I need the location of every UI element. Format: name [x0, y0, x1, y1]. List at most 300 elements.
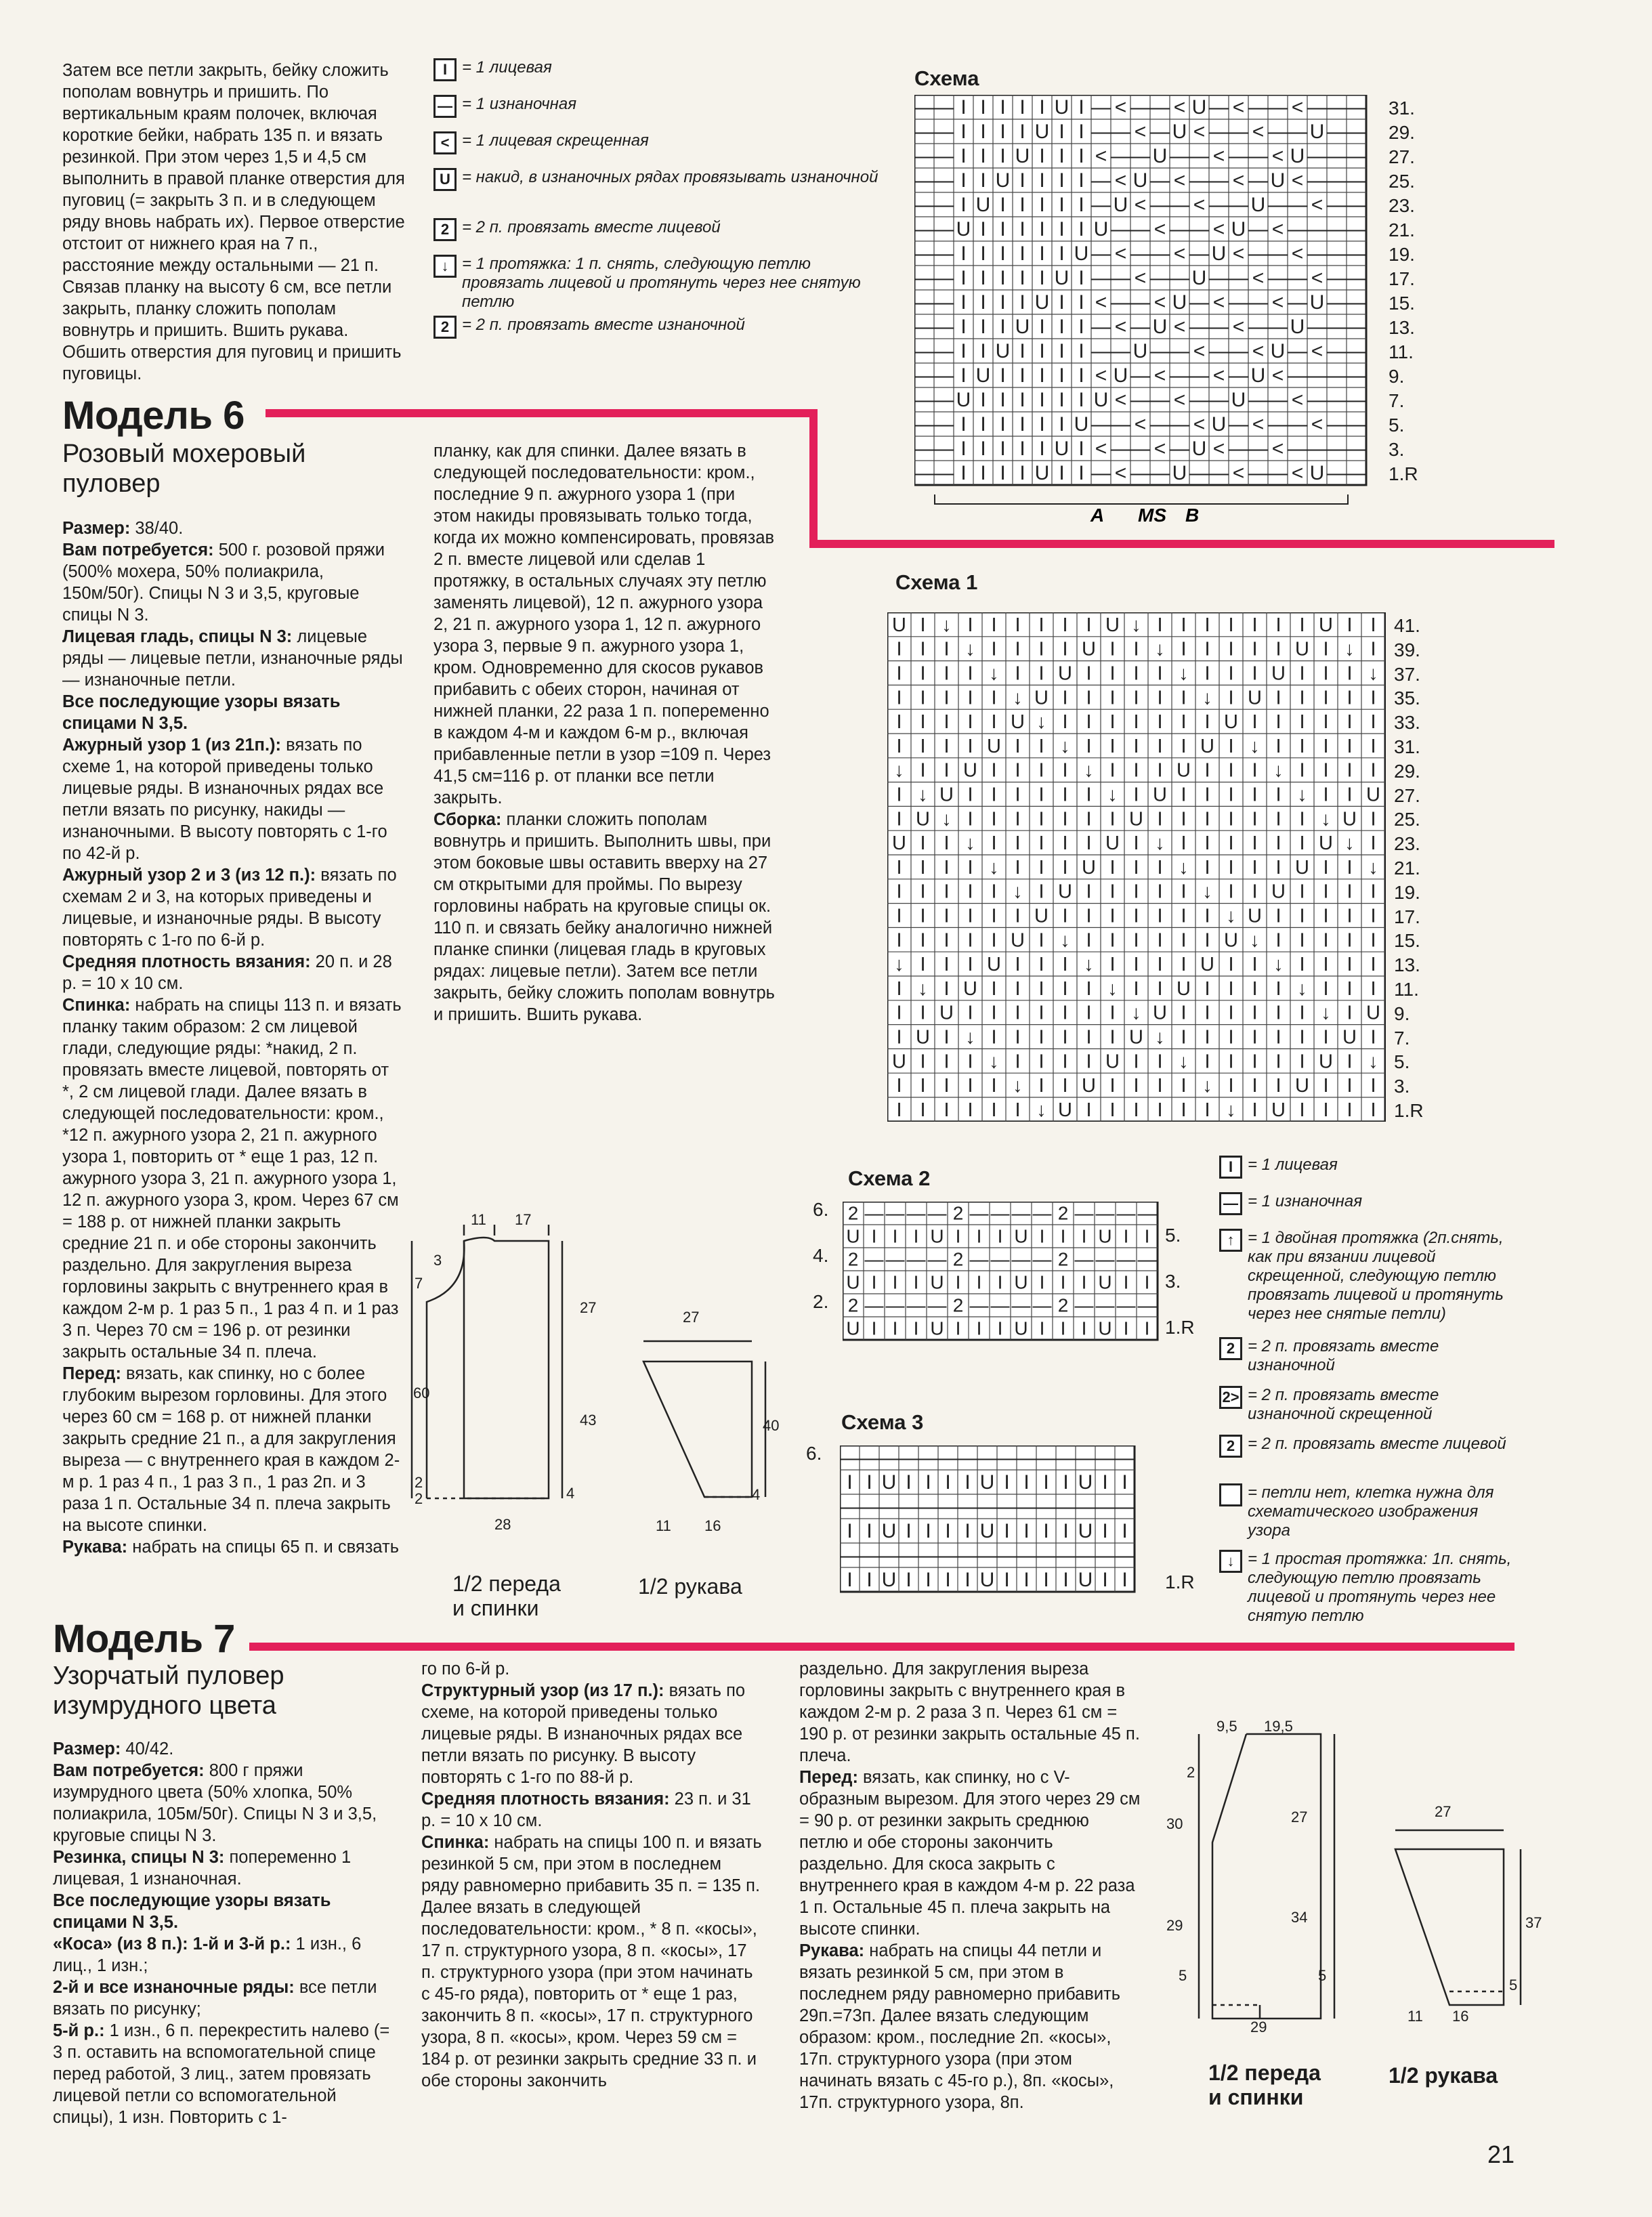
stitch-cell: U: [1191, 96, 1207, 119]
stitch-cell: I: [1157, 808, 1163, 830]
stitch-cell: I: [1062, 977, 1068, 1000]
paragraph: [62, 951, 404, 994]
stitch-cell: I: [1000, 389, 1006, 412]
stitch-cell: ↓: [1297, 977, 1307, 1000]
dim-label: 27: [683, 1309, 700, 1326]
legend-text: = 2 п. провязать вместе изнаночной: [462, 316, 745, 334]
stitch-cell: —: [885, 1294, 905, 1316]
stitch-cell: I: [871, 1271, 877, 1293]
stitch-cell: <: [1193, 413, 1206, 436]
stitch-cell: I: [1347, 856, 1353, 879]
stitch-cell: I: [1252, 1099, 1258, 1121]
paragraph-text: 38/40.: [130, 519, 184, 538]
stitch-cell: —: [1036, 1496, 1057, 1519]
stitch-cell: —: [1307, 169, 1328, 192]
stitch-cell: I: [1109, 856, 1116, 879]
stitch-cell: I: [997, 1317, 1003, 1339]
schema1-grid: [887, 612, 1386, 1122]
stitch-cell: —: [1267, 121, 1288, 144]
stitch-cell: I: [1063, 1471, 1069, 1494]
stitch-cell: —: [1149, 389, 1170, 412]
stitch-cell: —: [977, 1447, 998, 1470]
stitch-cell: —: [1169, 340, 1190, 363]
stitch-cell: —: [1110, 413, 1131, 436]
stitch-cell: 2: [952, 1202, 964, 1224]
stitch-cell: I: [1133, 1099, 1139, 1121]
stitch-cell: I: [1181, 808, 1187, 830]
stitch-cell: I: [1000, 438, 1006, 461]
stitch-cell: U: [1295, 1075, 1309, 1097]
stitch-cell: I: [1000, 194, 1006, 217]
stitch-cell: I: [1157, 614, 1163, 636]
stitch-cell: I: [1078, 121, 1084, 144]
stitch-cell: —: [1228, 145, 1249, 168]
stitch-cell: U: [995, 340, 1011, 363]
stitch-cell: I: [1038, 832, 1044, 855]
stitch-cell: <: [1232, 316, 1245, 339]
stitch-cell: I: [1204, 977, 1210, 1000]
stitch-cell: ↓: [989, 1051, 999, 1073]
stitch-cell: —: [1130, 242, 1151, 266]
stitch-cell: —: [859, 1447, 880, 1470]
stitch-cell: <: [1193, 340, 1206, 363]
stitch-cell: —: [996, 1544, 1017, 1567]
legend-top-row-0: [433, 58, 552, 81]
stitch-cell: I: [1062, 638, 1068, 660]
dim-label: 17: [515, 1211, 532, 1228]
stitch-cell: I: [1323, 1099, 1329, 1121]
stitch-cell: —: [1287, 291, 1308, 314]
stitch-cell: U: [1082, 1075, 1096, 1097]
legend-bottom-row-2: [1219, 1229, 1524, 1324]
stitch-cell: I: [1038, 977, 1044, 1000]
stitch-cell: —: [1248, 462, 1269, 485]
stitch-cell: I: [1015, 856, 1021, 879]
paragraph: [799, 1767, 1141, 1940]
stitch-cell: I: [967, 881, 973, 903]
paragraph-heading: Резинка, спицы N 3:: [53, 1848, 225, 1867]
paragraph: [53, 1760, 395, 1846]
stitch-cell: <: [1095, 364, 1107, 387]
stitch-cell: I: [1299, 614, 1305, 636]
stitch-cell: <: [1114, 96, 1127, 119]
stitch-cell: —: [1189, 462, 1210, 485]
stitch-cell: I: [991, 832, 997, 855]
stitch-cell: I: [1086, 784, 1092, 806]
legend-text: = 1 лицевая: [1248, 1156, 1338, 1174]
stitch-cell: U: [1366, 784, 1380, 806]
stitch-cell: —: [1208, 267, 1229, 290]
stitch-cell: <: [1232, 242, 1245, 266]
stitch-cell: I: [1038, 1051, 1044, 1073]
stitch-cell: I: [1323, 735, 1329, 757]
stitch-cell: I: [1370, 832, 1376, 855]
stitch-cell: I: [1323, 954, 1329, 976]
stitch-cell: —: [933, 145, 954, 168]
stitch-cell: —: [1346, 267, 1367, 290]
stitch-cell: I: [944, 832, 950, 855]
row-number: 9.: [1394, 1002, 1410, 1024]
stitch-cell: I: [1275, 1002, 1282, 1024]
stitch-cell: I: [967, 687, 973, 709]
stitch-cell: I: [1000, 291, 1006, 314]
stitch-cell: U: [1152, 145, 1168, 168]
stitch-cell: I: [960, 267, 967, 290]
stitch-cell: I: [967, 1075, 973, 1097]
stitch-cell: I: [991, 808, 997, 830]
stitch-cell: <: [1193, 194, 1206, 217]
stitch-cell: I: [1323, 711, 1329, 734]
stitch-cell: I: [1109, 687, 1116, 709]
stitch-cell: I: [1204, 784, 1210, 806]
stitch-cell: —: [906, 1248, 926, 1270]
paragraph: [62, 626, 404, 691]
stitch-cell: I: [920, 687, 926, 709]
stitch-cell: ↓: [1250, 735, 1260, 757]
legend-bottom-row-0: [1219, 1156, 1524, 1179]
stitch-cell: I: [1038, 929, 1044, 952]
stitch-cell: I: [1038, 638, 1044, 660]
stitch-cell: I: [960, 121, 967, 144]
stitch-cell: —: [1090, 462, 1111, 485]
stitch-cell: U: [1211, 242, 1227, 266]
stitch-cell: <: [1271, 438, 1284, 461]
stitch-cell: I: [1299, 711, 1305, 734]
legend-top-row-4: [433, 218, 721, 241]
stitch-cell: I: [1323, 784, 1329, 806]
stitch-cell: I: [1370, 881, 1376, 903]
stitch-cell: I: [1039, 267, 1045, 290]
stitch-cell: I: [920, 832, 926, 855]
stitch-cell: 2: [1057, 1294, 1069, 1316]
stitch-cell: U: [1319, 1051, 1333, 1073]
stitch-cell: U: [1058, 1099, 1072, 1121]
stitch-cell: I: [1323, 638, 1329, 660]
stitch-symbol-icon: ↑: [1219, 1229, 1242, 1252]
stitch-cell: —: [933, 218, 954, 241]
stitch-cell: <: [1311, 340, 1323, 363]
stitch-cell: ↓: [1179, 856, 1189, 879]
stitch-cell: I: [1019, 413, 1025, 436]
stitch-cell: I: [1181, 638, 1187, 660]
stitch-cell: I: [1157, 662, 1163, 685]
yarn-over-icon: U: [433, 168, 457, 191]
stitch-cell: I: [1038, 735, 1044, 757]
stitch-cell: I: [1228, 856, 1234, 879]
paragraph-text: 500 г. розовой пряжи (500% мохера, 50% полиакрила, 150м/50г). Спицы N 3 и 3,5, круговые спицы N 3.: [62, 541, 385, 625]
stitch-cell: —: [1248, 169, 1269, 192]
slip-stitch-arrow-icon: ↓: [433, 255, 457, 278]
stitch-cell: I: [980, 340, 986, 363]
stitch-cell: I: [980, 438, 986, 461]
stitch-cell: 2: [847, 1202, 859, 1224]
stitch-cell: <: [1153, 291, 1166, 314]
stitch-cell: <: [1114, 316, 1127, 339]
stitch-cell: I: [991, 711, 997, 734]
stitch-cell: —: [1267, 267, 1288, 290]
stitch-cell: I: [847, 1520, 853, 1543]
paragraph: [421, 1658, 763, 1680]
stitch-cell: —: [898, 1544, 919, 1567]
stitch-cell: I: [1043, 1471, 1049, 1494]
stitch-cell: I: [1370, 929, 1376, 952]
stitch-cell: U: [1074, 242, 1089, 266]
stitch-cell: —: [1149, 340, 1170, 363]
stitch-cell: U: [1290, 145, 1305, 168]
stitch-cell: I: [1204, 1099, 1210, 1121]
stitch-cell: I: [960, 462, 967, 485]
stitch-cell: I: [991, 1002, 997, 1024]
stitch-cell: I: [1299, 832, 1305, 855]
stitch-cell: I: [1015, 954, 1021, 976]
stitch-cell: —: [914, 462, 935, 485]
paragraph-heading: Рукава:: [62, 1538, 128, 1557]
paragraph-heading: «Коса» (из 8 п.): 1-й и 3-й р.:: [53, 1935, 291, 1954]
stitch-cell: —: [918, 1544, 939, 1567]
stitch-cell: —: [1208, 169, 1229, 192]
stitch-cell: U: [1054, 96, 1069, 119]
legend-top-row-6: [433, 316, 745, 339]
stitch-cell: I: [1122, 1520, 1128, 1543]
stitch-cell: I: [1204, 1002, 1210, 1024]
stitch-cell: <: [1212, 438, 1225, 461]
stitch-cell: <: [1252, 121, 1265, 144]
stitch-cell: I: [960, 194, 967, 217]
paragraph-text: вязать по схемам 2 и 3, на которых приведены и лицевые, и изнаночные ряды. В высоту повторять с 1-го по 6-й р.: [62, 866, 397, 950]
stitch-cell: I: [976, 1225, 982, 1247]
stitch-cell: <: [1271, 291, 1284, 314]
stitch-cell: U: [1034, 687, 1049, 709]
stitch-cell: I: [1181, 832, 1187, 855]
bracket-label-ms: MS: [1138, 505, 1166, 526]
stitch-cell: —: [1346, 413, 1367, 436]
stitch-cell: I: [920, 1002, 926, 1024]
stitch-cell: U: [1295, 638, 1309, 660]
stitch-cell: —: [1346, 438, 1367, 461]
stitch-cell: I: [1019, 438, 1025, 461]
stitch-cell: I: [955, 1271, 961, 1293]
stitch-cell: <: [1311, 413, 1323, 436]
stitch-cell: I: [892, 1225, 898, 1247]
dim-label: 27: [580, 1299, 597, 1316]
stitch-cell: I: [997, 1225, 1003, 1247]
stitch-cell: ↓: [894, 759, 904, 782]
row-number: 11.: [1389, 341, 1414, 362]
legend-text: = 1 двойная протяжка (2п.снять, как при вязании лицевой скрещенной, следующую петлю провязать лицевой и протянуть через нее снятые петли): [1248, 1229, 1504, 1323]
stitch-cell: <: [1291, 242, 1304, 266]
stitch-cell: <: [1153, 364, 1166, 387]
stitch-cell: <: [1114, 242, 1127, 266]
stitch-cell: I: [847, 1569, 853, 1592]
row-number: 3.: [1394, 1076, 1410, 1097]
stitch-cell: U: [1034, 121, 1050, 144]
stitch-cell: 2: [952, 1248, 964, 1270]
stitch-cell: <: [1311, 194, 1323, 217]
stitch-cell: —: [969, 1202, 989, 1224]
stitch-cell: —: [1346, 194, 1367, 217]
stitch-cell: <: [1291, 96, 1304, 119]
stitch-cell: —: [1228, 291, 1249, 314]
stitch-cell: I: [1038, 614, 1044, 636]
legend-bottom-row-7: [1219, 1550, 1524, 1626]
stitch-cell: —: [914, 218, 935, 241]
stitch-cell: —: [918, 1496, 939, 1519]
stitch-cell: I: [1109, 662, 1116, 685]
model6-subtitle: Розовый мохеровый пуловер: [62, 440, 306, 498]
body-outline: [464, 1238, 549, 1498]
stitch-cell: ↓: [1344, 638, 1355, 660]
row-number: 25.: [1394, 809, 1420, 830]
stitch-cell: I: [1347, 784, 1353, 806]
stitch-cell: I: [1019, 389, 1025, 412]
knit-stitch-icon: I: [433, 58, 457, 81]
paragraph: [53, 1890, 395, 1933]
stitch-cell: I: [866, 1569, 872, 1592]
stitch-cell: I: [1370, 711, 1376, 734]
paragraph-text: 20 п. и 28 р. = 10 х 10 см.: [62, 952, 392, 993]
stitch-cell: <: [1212, 291, 1225, 314]
stitch-cell: I: [1019, 242, 1025, 266]
stitch-cell: U: [846, 1271, 860, 1293]
model7-body-caption: 1/2 переда и спинки: [1208, 2061, 1321, 2109]
stitch-cell: I: [1109, 638, 1116, 660]
stitch-cell: —: [1016, 1447, 1037, 1470]
stitch-cell: I: [1347, 735, 1353, 757]
paragraph: [62, 1536, 404, 1558]
row-number: 41.: [1394, 615, 1420, 636]
stitch-cell: I: [980, 218, 986, 241]
stitch-cell: I: [1228, 735, 1234, 757]
stitch-cell: —: [1149, 96, 1170, 119]
stitch-cell: ↓: [1013, 687, 1023, 709]
stitch-cell: I: [1133, 929, 1139, 952]
stitch-cell: ↓: [1368, 662, 1378, 685]
stitch-cell: I: [965, 1471, 971, 1494]
stitch-cell: U: [916, 1026, 930, 1049]
intro-text: [62, 60, 408, 385]
stitch-cell: I: [1181, 735, 1187, 757]
stitch-cell: I: [1015, 1002, 1021, 1024]
stitch-cell: I: [980, 267, 986, 290]
stitch-cell: I: [1228, 662, 1234, 685]
paragraph-heading: Ажурный узор 2 и 3 (из 12 п.):: [62, 866, 316, 885]
stitch-cell: I: [960, 438, 967, 461]
dim-label: 16: [704, 1517, 721, 1534]
stitch-cell: I: [991, 881, 997, 903]
stitch-cell: I: [1109, 808, 1116, 830]
stitch-cell: —: [840, 1496, 860, 1519]
dim-label: 2: [415, 1474, 423, 1491]
stitch-cell: I: [1133, 784, 1139, 806]
stitch-cell: ↓: [1084, 759, 1094, 782]
stitch-cell: —: [1307, 218, 1328, 241]
stitch-cell: I: [1062, 711, 1068, 734]
stitch-cell: —: [1011, 1294, 1031, 1316]
stitch-cell: ↓: [1202, 881, 1212, 903]
stitch-cell: I: [1063, 1520, 1069, 1543]
dim-label: 5: [1318, 1967, 1327, 1984]
stitch-cell: I: [1157, 905, 1163, 927]
stitch-cell: —: [1116, 1248, 1136, 1270]
stitch-cell: I: [1157, 929, 1163, 952]
stitch-cell: 2: [847, 1248, 859, 1270]
stitch-cell: I: [1086, 832, 1092, 855]
stitch-cell: —: [933, 389, 954, 412]
stitch-cell: ↓: [965, 1026, 975, 1049]
stitch-cell: I: [1347, 662, 1353, 685]
stitch-cell: I: [920, 929, 926, 952]
stitch-cell: I: [1299, 881, 1305, 903]
stitch-cell: I: [967, 929, 973, 952]
stitch-cell: I: [955, 1225, 961, 1247]
stitch-cell: —: [1169, 218, 1190, 241]
stitch-cell: I: [1086, 808, 1092, 830]
row-number: 19.: [1394, 881, 1420, 903]
stitch-cell: —: [1228, 194, 1249, 217]
paragraph: [799, 1940, 1141, 2113]
stitch-cell: ↓: [941, 614, 952, 636]
stitch-cell: I: [980, 169, 986, 192]
stitch-cell: U: [1132, 169, 1148, 192]
stitch-cell: I: [944, 735, 950, 757]
dim-label: 37: [1525, 1914, 1542, 1931]
paragraph-heading: Все последующие узоры вязать спицами N 3,5.: [53, 1891, 331, 1932]
stitch-cell: U: [1224, 711, 1238, 734]
stitch-cell: I: [1015, 759, 1021, 782]
stitch-cell: I: [960, 96, 967, 119]
schema-main-grid: [914, 95, 1382, 528]
stitch-cell: I: [1102, 1471, 1108, 1494]
stitch-cell: —: [1189, 316, 1210, 339]
stitch-cell: I: [920, 1075, 926, 1097]
stitch-cell: —: [933, 291, 954, 314]
stitch-cell: I: [1062, 856, 1068, 879]
stitch-cell: I: [1204, 832, 1210, 855]
stitch-cell: —: [1074, 1202, 1094, 1224]
stitch-cell: I: [1133, 638, 1139, 660]
stitch-cell: <: [1252, 267, 1265, 290]
stitch-symbol-icon: 2>: [1219, 1386, 1242, 1409]
stitch-cell: U: [1129, 1026, 1143, 1049]
stitch-cell: ↓: [1155, 638, 1165, 660]
model7-title: Модель 7: [53, 1617, 235, 1661]
paragraph-text: 23 п. и 31 р. = 10 х 10 см.: [421, 1790, 751, 1830]
stitch-cell: I: [1347, 881, 1353, 903]
stitch-cell: I: [892, 1271, 898, 1293]
stitch-cell: <: [1291, 462, 1304, 485]
stitch-cell: —: [1307, 242, 1328, 266]
stitch-cell: I: [1370, 977, 1376, 1000]
stitch-cell: —: [1326, 121, 1347, 144]
stitch-cell: I: [1039, 145, 1045, 168]
stitch-cell: I: [866, 1471, 872, 1494]
stitch-cell: —: [1208, 121, 1229, 144]
stitch-cell: I: [1086, 687, 1092, 709]
stitch-cell: I: [1023, 1471, 1030, 1494]
stitch-cell: I: [920, 614, 926, 636]
stitch-cell: I: [1347, 1099, 1353, 1121]
dim-label: 4: [566, 1485, 575, 1502]
stitch-cell: U: [892, 614, 906, 636]
stitch-cell: I: [1000, 218, 1006, 241]
stitch-cell: I: [1019, 218, 1025, 241]
stitch-cell: I: [1078, 145, 1084, 168]
stitch-cell: ↓: [1321, 1002, 1331, 1024]
stitch-cell: U: [1098, 1225, 1112, 1247]
stitch-cell: —: [1326, 194, 1347, 217]
stitch-cell: —: [1287, 340, 1308, 363]
row-number: 3.: [1165, 1271, 1181, 1292]
